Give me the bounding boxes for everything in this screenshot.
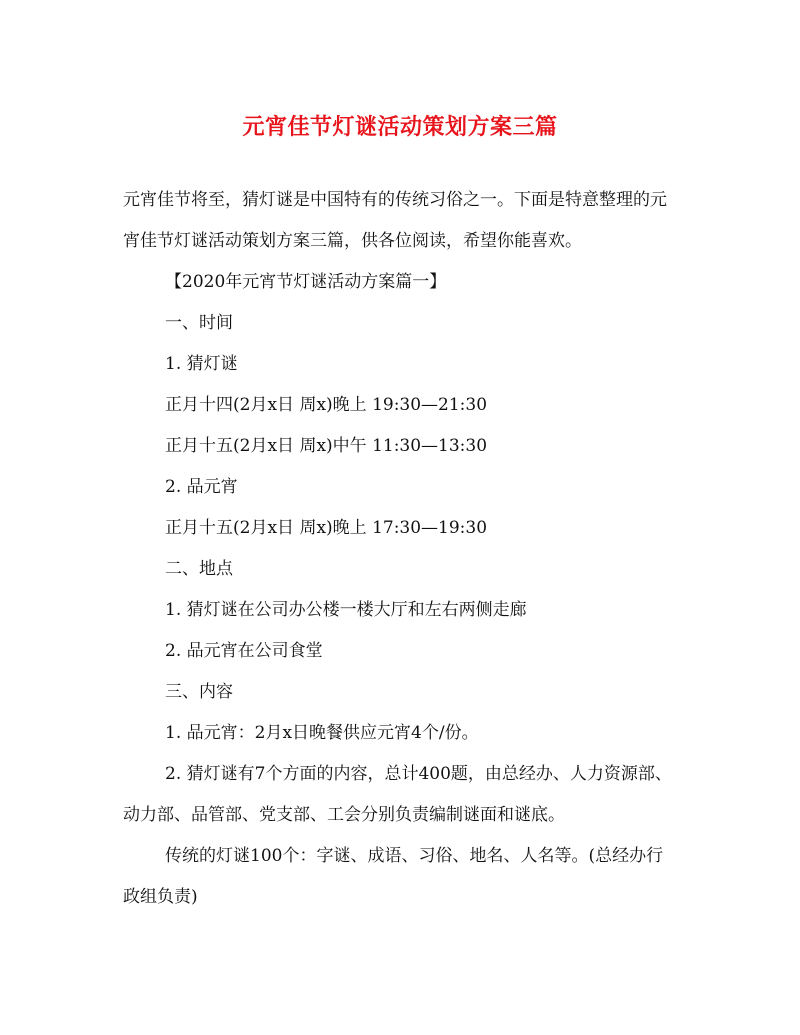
paragraph-riddle-item: 1. 猜灯谜 [165, 354, 238, 374]
paragraph-location-heading: 二、地点 [165, 559, 233, 579]
paragraph-location-2: 2. 品元宵在公司食堂 [165, 641, 323, 661]
paragraph-content-3: 传统的灯谜100个：字谜、成语、习俗、地名、人名等。(总经办行政组负责) [123, 846, 664, 907]
paragraph-location-1: 1. 猜灯谜在公司办公楼一楼大厅和左右两侧走廊 [165, 600, 527, 620]
paragraph-section-heading: 【2020年元宵节灯谜活动方案篇一】 [165, 272, 447, 292]
paragraph-time-3: 正月十五(2月x日 周x)晚上 17:30—19:30 [165, 518, 488, 538]
paragraph-time-1: 正月十四(2月x日 周x)晚上 19:30—21:30 [165, 395, 488, 415]
document-title: 元宵佳节灯谜活动策划方案三篇 [242, 114, 558, 140]
paragraph-content-1: 1. 品元宵：2月x日晚餐供应元宵4个/份。 [165, 723, 479, 743]
paragraph-intro: 元宵佳节将至，猜灯谜是中国特有的传统习俗之一。下面是特意整理的元宵佳节灯谜活动策划方案三篇，供各位阅读，希望你能喜欢。 [123, 190, 667, 251]
document-body [123, 180, 678, 918]
paragraph-time-2: 正月十五(2月x日 周x)中午 11:30—13:30 [165, 436, 488, 456]
paragraph-time-heading: 一、时间 [165, 313, 233, 333]
paragraph-yuanxiao-item: 2. 品元宵 [165, 477, 238, 497]
paragraph-content-heading: 三、内容 [165, 682, 233, 702]
paragraph-content-2: 2. 猜灯谜有7个方面的内容，总计400题，由总经办、人力资源部、动力部、品管部、党支部、工会分别负责编制谜面和谜底。 [123, 764, 672, 825]
